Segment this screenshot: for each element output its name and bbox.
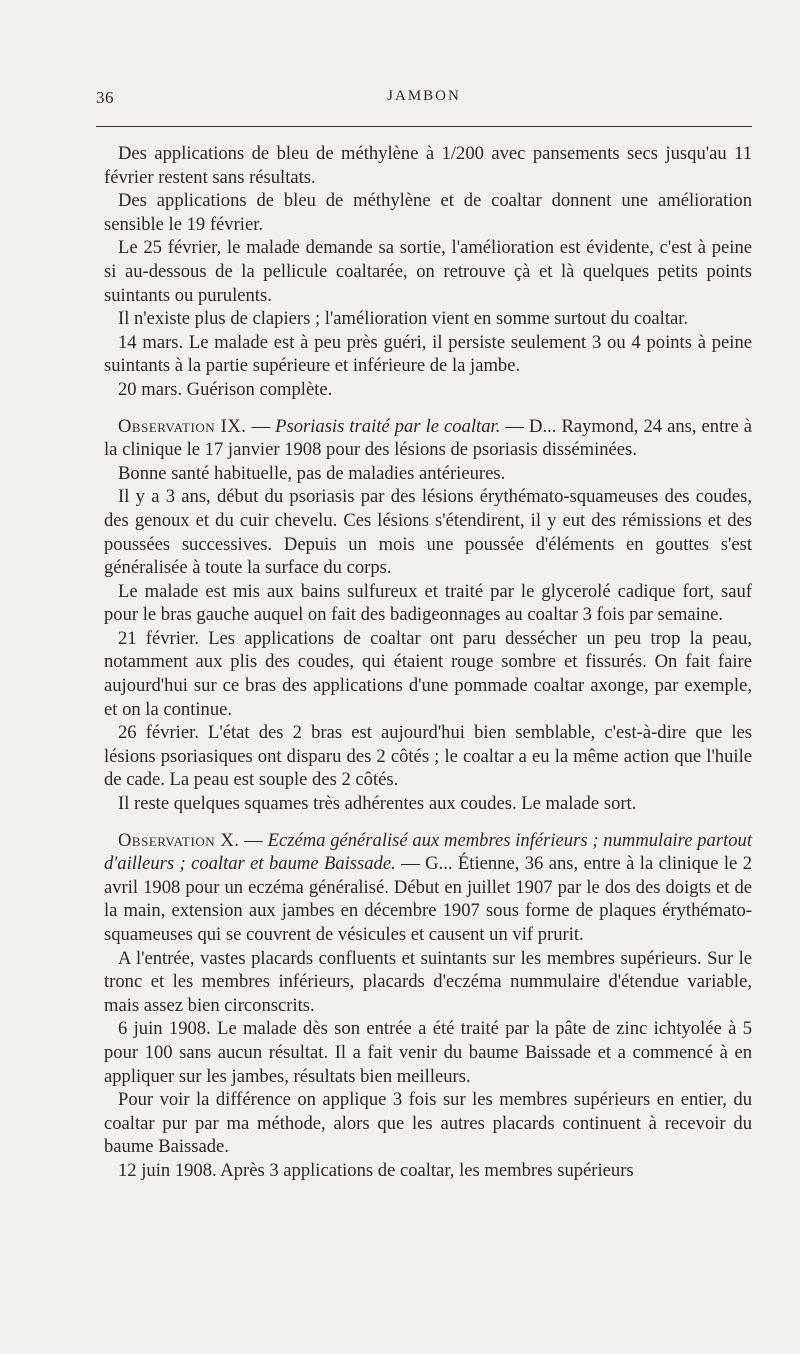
observation-label: Observation X. bbox=[118, 829, 240, 851]
observation-label: Observation IX. bbox=[118, 415, 247, 437]
paragraph: Des applications de bleu de méthylène et de coaltar donnent une amélioration sensible le 19 février. bbox=[104, 190, 752, 235]
paragraph: 26 février. L'état des 2 bras est aujourd'hui bien semblable, c'est-à-dire que les lésions psoriasiques ont disparu des 2 côtés ; le coaltar a eu la même action que l'huile de cade. La peau est souple des 2 côtés. bbox=[104, 722, 752, 791]
observation-title: Psoriasis traité par le coaltar. bbox=[275, 415, 501, 437]
observation-title: Eczéma généralisé aux membres inférieurs ; nummulaire partout d'ailleurs ; coaltar et baume Baissade. bbox=[104, 829, 753, 875]
paragraph: Il y a 3 ans, début du psoriasis par des lésions érythémato-squameuses des coudes, des genoux et du cuir chevelu. Ces lésions s'étendirent, il y eut des rémissions et des poussées successives. Depuis un mois une poussée d'éléments en gouttes s'est généralisée à toute la surface du corps. bbox=[104, 486, 752, 579]
paragraph: Pour voir la différence on applique 3 fois sur les membres supérieurs en entier, du coaltar pur par ma méthode, alors que les autres placards continuent à recevoir du baume Baissade. bbox=[104, 1089, 752, 1158]
paragraph: Il reste quelques squames très adhérentes aux coudes. Le malade sort. bbox=[118, 793, 637, 815]
observation-ix: Observation IX. — Psoriasis traité par le coaltar. — D... Raymond, 24 ans, entre à la clinique le 17 janvier 1908 pour des lésions de psoriasis disséminées. bbox=[104, 415, 753, 461]
paragraph: A l'entrée, vastes placards confluents et suintants sur les membres supérieurs. Sur le tronc et les membres inférieurs, placards d'eczéma nummulaire d'étendue variable, mais assez bien circonscrits. bbox=[104, 947, 752, 1016]
paragraph: Il n'existe plus de clapiers ; l'amélioration vient en somme surtout du coaltar. bbox=[118, 308, 689, 330]
observation-text: G... Étienne, 36 ans, entre à la clinique le 2 avril 1908 pour un eczéma généralisé. Début en juillet 1907 par le dos des doigts et de la main, extension aux jambes en décembre 1907 sous forme de plaques érythémato-squameuses qui se couvrent de vésicules et causent un vif prurit. bbox=[104, 853, 753, 945]
page-header bbox=[96, 88, 752, 114]
paragraph: 14 mars. Le malade est à peu près guéri, il persiste seulement 3 ou 4 points à peine suintants à la partie supérieure et inférieure de la jambe. bbox=[104, 331, 752, 377]
paragraph: 20 mars. Guérison complète. bbox=[118, 378, 333, 400]
running-title: JAMBON bbox=[387, 88, 461, 104]
header-rule bbox=[96, 126, 752, 127]
paragraph: 6 juin 1908. Le malade dès son entrée a été traité par la pâte de zinc ichtyolée à 5 pour 100 sans aucun résultat. Il a fait venir du baume Baissade et a commencé à en appliquer sur les jambes, résultats bien meilleurs. bbox=[104, 1018, 752, 1087]
paragraph: Bonne santé habituelle, pas de maladies antérieures. bbox=[118, 462, 506, 484]
page-number: 36 bbox=[96, 88, 114, 107]
paragraph: Des applications de bleu de méthylène à 1/200 avec pansements secs jusqu'au 11 février restent sans résultats. bbox=[104, 143, 752, 188]
paragraph: 12 juin 1908. Après 3 applications de coaltar, les membres supérieurs bbox=[118, 1159, 634, 1181]
paragraph: Le 25 février, le malade demande sa sortie, l'amélioration est évidente, c'est à peine si au-dessous de la pellicule coaltarée, on retrouve çà et là quelques petits points suintants ou purulents. bbox=[104, 237, 752, 306]
observation-x: Observation X. — Eczéma généralisé aux membres inférieurs ; nummulaire partout d'ailleurs ; coaltar et baume Baissade. — G... Étienne, 36 ans, entre à la clinique le 2 avril 1908 pour un eczéma généralisé. Début en juillet 1907 par le dos des doigts et de la main, extension aux jambes en décembre 1907 sous forme de plaques érythémato-squameuses qui se couvrent de vésicules et causent un vif prurit. bbox=[104, 829, 753, 945]
paragraph: Le malade est mis aux bains sulfureux et traité par le glycerolé cadique fort, sauf pour le bras gauche auquel on fait des badigeonnages au coaltar 3 fois par semaine. bbox=[104, 580, 752, 626]
observation-text: D... Raymond, 24 ans, entre à la clinique le 17 janvier 1908 pour des lésions de psoriasis disséminées. bbox=[104, 415, 753, 461]
paragraph: 21 février. Les applications de coaltar ont paru dessécher un peu trop la peau, notamment aux plis des coudes, qui étaient rouge sombre et fissurés. On fait faire aujourd'hui sur ce bras des applications d'une pommade coaltar axonge, par exemple, et on la continue. bbox=[104, 627, 752, 720]
body-text bbox=[104, 142, 752, 1183]
